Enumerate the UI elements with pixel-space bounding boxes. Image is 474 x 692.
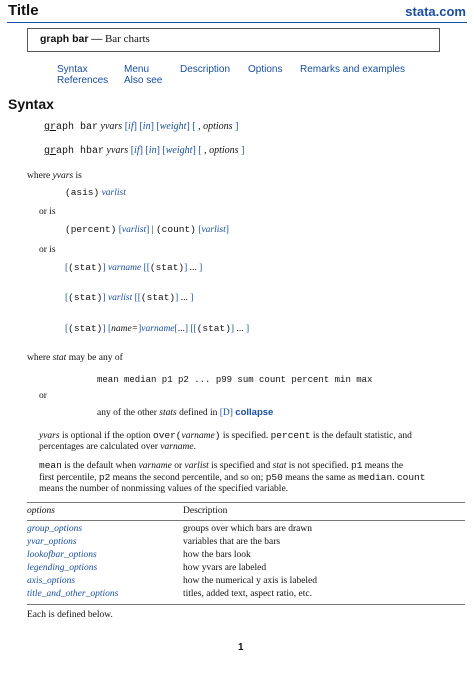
table-header-description: Description xyxy=(183,506,228,516)
nav-options-link[interactable]: Options xyxy=(248,64,283,75)
entry-dash: — xyxy=(91,33,103,45)
para2-line1: mean is the default when varname or varlist is specified and stat is not specified. p1 means the xyxy=(39,460,404,471)
nav-menu-link[interactable]: Menu xyxy=(124,64,150,75)
page-number: 1 xyxy=(238,642,244,653)
weight-link[interactable]: weight xyxy=(159,121,187,132)
cmd-abbrev: graph hbar xyxy=(44,146,105,157)
varlist-link[interactable]: varlist xyxy=(107,293,133,303)
asis-line: (asis) varlist xyxy=(65,187,126,198)
para2-line2: first percentile, p2 means the second percentile, and so on; p50 means the same as median. count xyxy=(39,472,426,483)
option-desc-yvar: variables that are the bars xyxy=(183,537,281,547)
entry-description: Bar charts xyxy=(104,33,150,45)
option-link-legending[interactable]: legending_options xyxy=(27,563,98,573)
in-link[interactable]: in xyxy=(142,121,151,132)
option-link-title-other[interactable]: title_and_other_options xyxy=(27,589,119,599)
where-yvars-line: where yvars is xyxy=(27,171,82,181)
varlist-link[interactable]: varlist xyxy=(201,225,226,235)
entry-title-box xyxy=(27,28,440,52)
section-heading-syntax: Syntax xyxy=(8,96,54,112)
entry-title xyxy=(40,33,150,45)
nav-references-link[interactable]: References xyxy=(57,75,109,86)
options-term: options xyxy=(203,121,233,132)
site-link[interactable]: stata.com xyxy=(405,4,466,19)
each-defined-line: Each is defined below. xyxy=(27,610,113,620)
table-top-rule xyxy=(27,502,465,503)
yvars-term: yvars xyxy=(100,121,123,132)
page-header-title: Title xyxy=(8,2,39,19)
where-stat-line: where stat may be any of xyxy=(27,353,123,363)
stat-list: mean median p1 p2 ... p99 sum count percent min max xyxy=(97,375,373,385)
varname-link[interactable]: varname xyxy=(107,263,142,273)
syntax-line-graph-bar: graph bar yvars [if] [in] [weight] [ , options ] xyxy=(44,121,239,133)
syntax-line-graph-hbar: graph hbar yvars [if] [in] [weight] [ , options ] xyxy=(44,145,245,157)
if-link[interactable]: if xyxy=(128,121,134,132)
stat-varlist-line: [(stat)] varlist [[(stat)] ... ] xyxy=(65,292,194,303)
option-desc-title-other: titles, added text, aspect ratio, etc. xyxy=(183,589,312,599)
table-header-options: options xyxy=(27,506,55,516)
entry-command: graph bar xyxy=(40,33,89,45)
table-bottom-rule xyxy=(27,604,465,605)
option-desc-lookofbar: how the bars look xyxy=(183,550,251,560)
nav-remarks-link[interactable]: Remarks and examples xyxy=(300,64,406,75)
in-link[interactable]: in xyxy=(148,145,157,156)
stat-name-varname-line: [(stat)] [name=]varname[...] [[(stat)] ... ] xyxy=(65,323,250,334)
nav-also-see-link[interactable]: Also see xyxy=(124,75,163,86)
option-link-lookofbar[interactable]: lookofbar_options xyxy=(27,550,97,560)
option-desc-axis: how the numerical y axis is labeled xyxy=(183,576,318,586)
option-desc-legending: how yvars are labeled xyxy=(183,563,267,573)
option-desc-group: groups over which bars are drawn xyxy=(183,524,312,534)
option-link-axis[interactable]: axis_options xyxy=(27,576,76,586)
varname-link[interactable]: varname xyxy=(141,324,175,334)
collapse-link[interactable]: collapse xyxy=(235,407,274,418)
or-is-line-2: or is xyxy=(39,245,56,255)
varlist-link[interactable]: varlist xyxy=(121,225,147,235)
cmd-abbrev: graph bar xyxy=(44,122,99,133)
options-term: options xyxy=(209,145,239,156)
or-line: or xyxy=(39,391,47,401)
yvars-term: yvars xyxy=(106,145,129,156)
para2-line3: means the number of nonmissing values of the specified variable. xyxy=(39,484,289,494)
option-link-yvar[interactable]: yvar_options xyxy=(27,537,77,547)
para1-line1: yvars is optional if the option over(varname) is specified. percent is the default statistic, and xyxy=(39,430,412,441)
varlist-link[interactable]: varlist xyxy=(101,188,126,198)
manual-ref: [D] xyxy=(219,408,233,418)
table-header-rule xyxy=(27,520,465,521)
weight-link[interactable]: weight xyxy=(165,145,193,156)
header-rule xyxy=(7,22,467,23)
if-link[interactable]: if xyxy=(134,145,140,156)
other-stats-line: any of the other stats defined in [D] collapse xyxy=(97,407,274,418)
percent-count-line: (percent) [varlist] | (count) [varlist] xyxy=(65,224,229,235)
nav-description-link[interactable]: Description xyxy=(180,64,231,75)
stat-varname-line: [(stat)] varname [[(stat)] ... ] xyxy=(65,262,203,273)
option-link-group[interactable]: group_options xyxy=(27,524,83,534)
nav-syntax-link[interactable]: Syntax xyxy=(57,64,88,75)
or-is-line-1: or is xyxy=(39,207,56,217)
para1-line2: percentages are calculated over varname. xyxy=(39,442,196,452)
